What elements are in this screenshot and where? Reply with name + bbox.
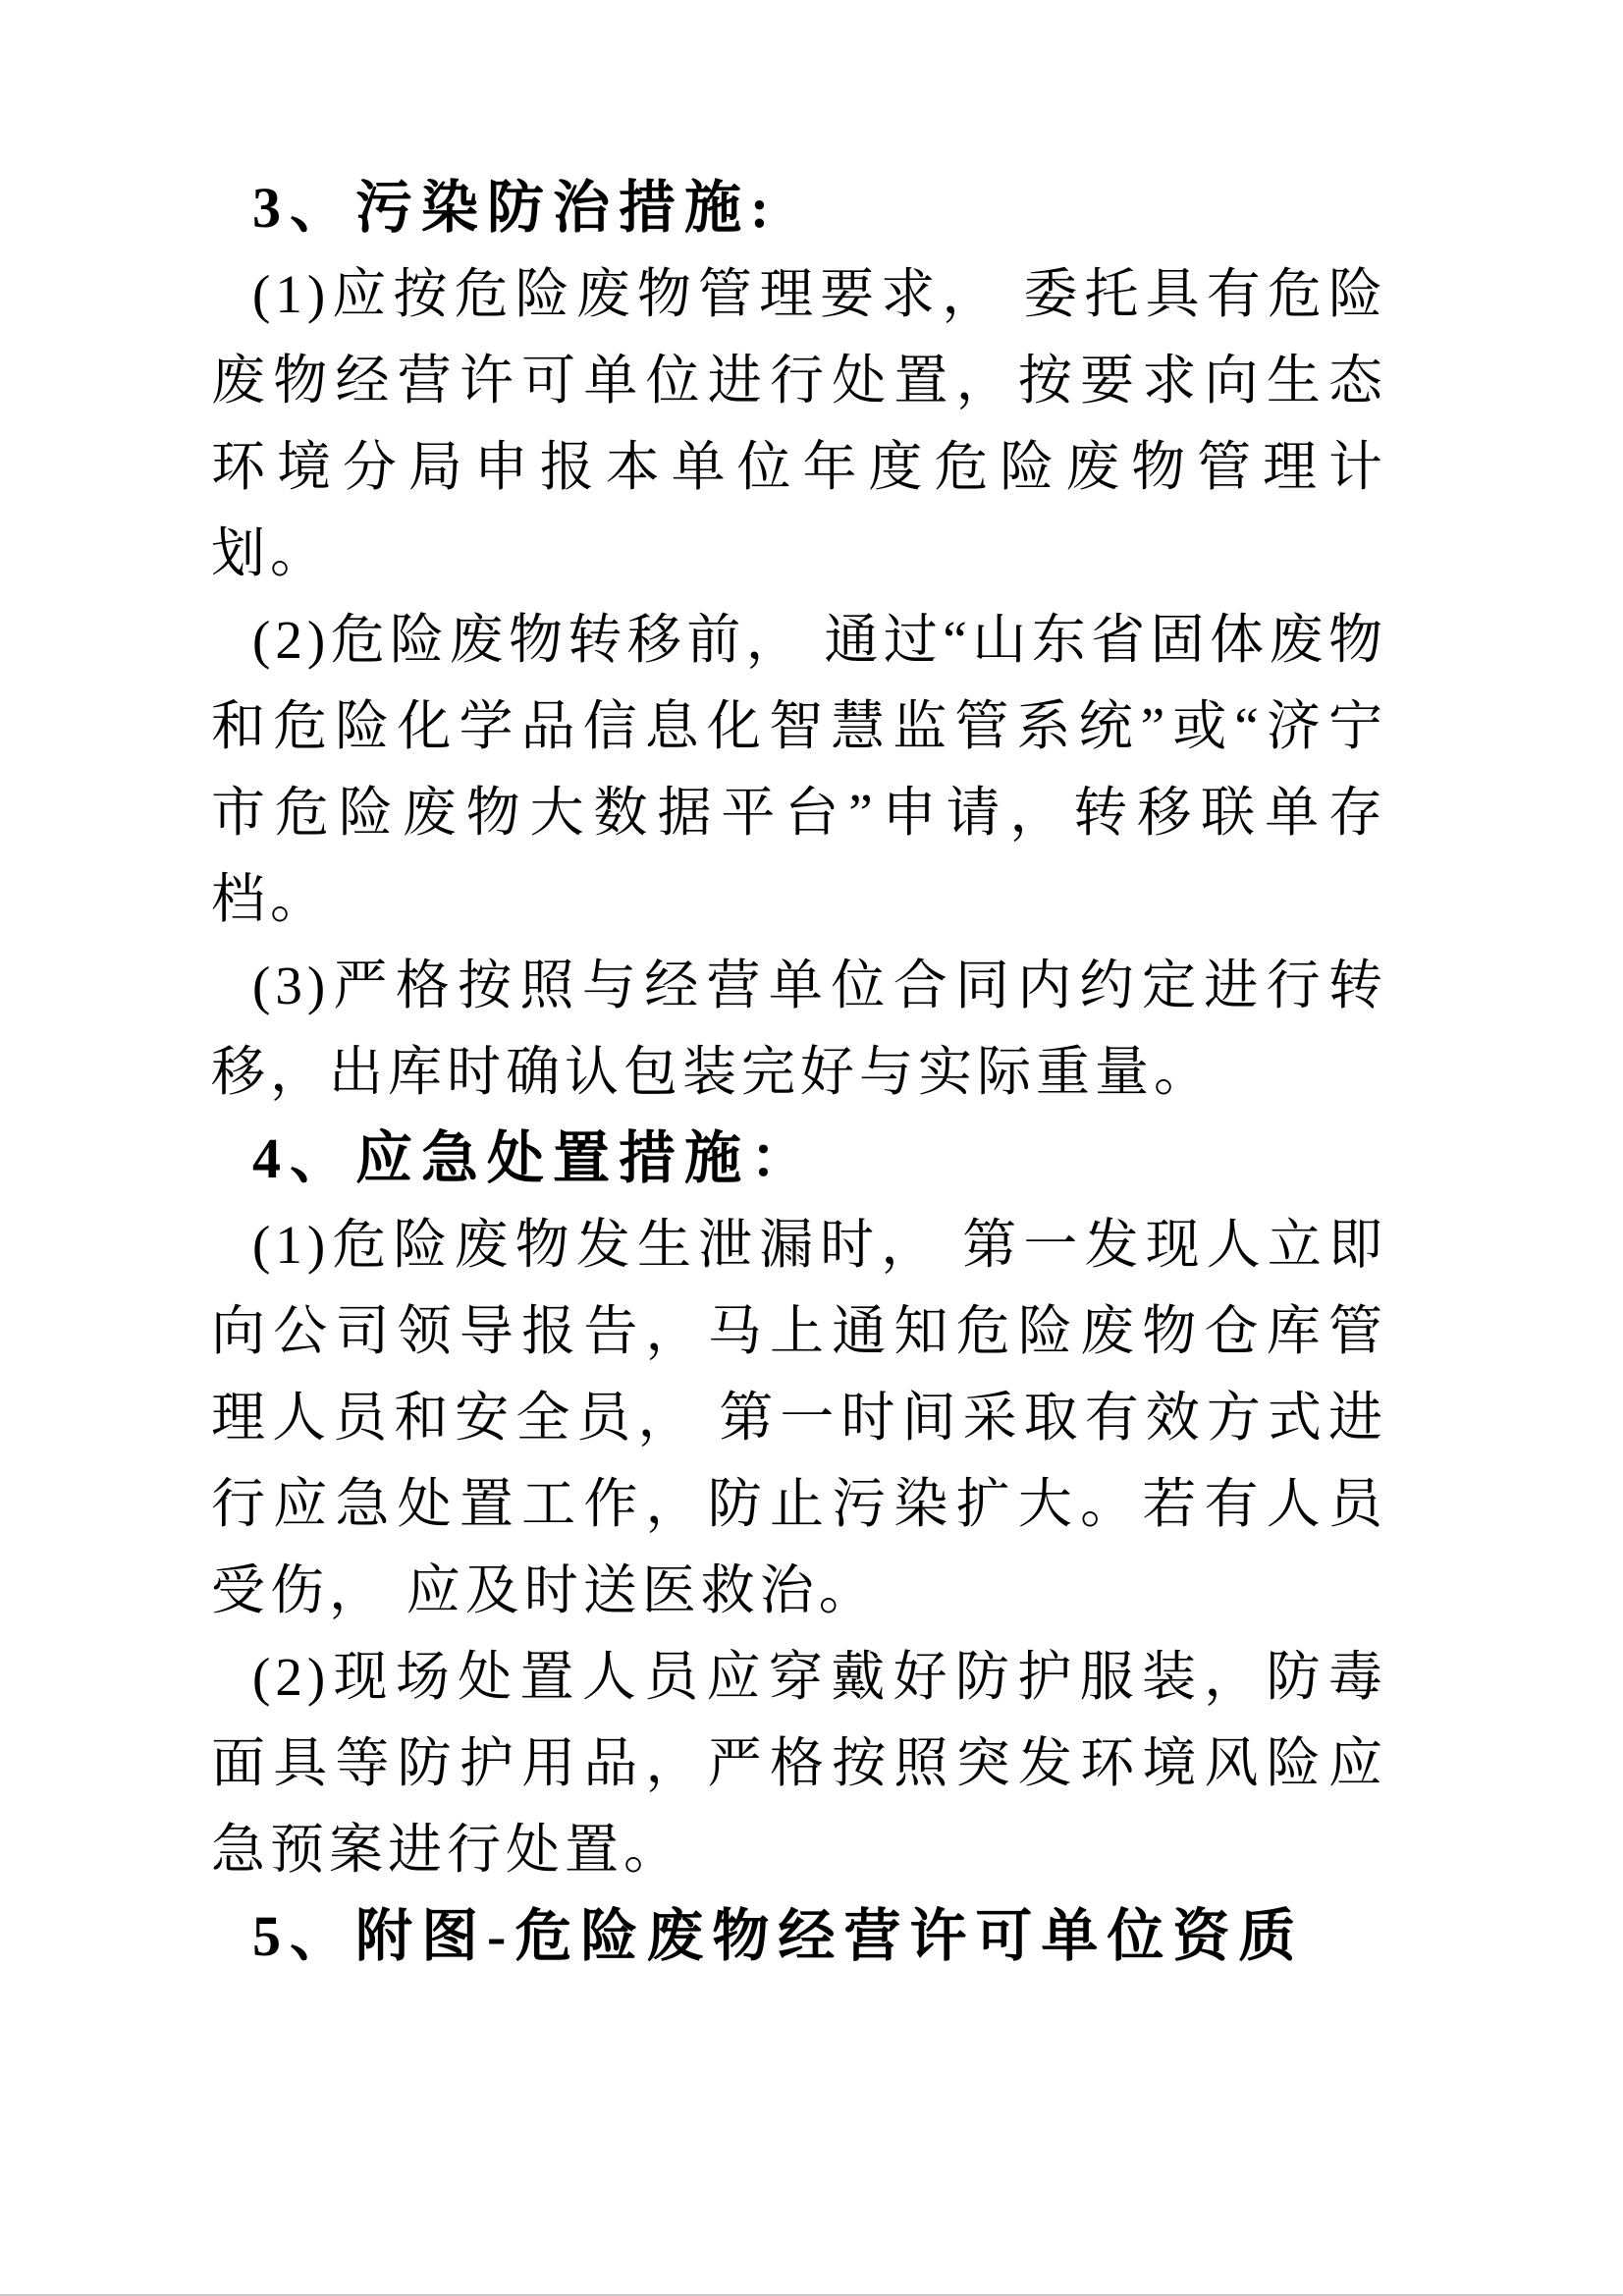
- section-3-heading: 3、污染防治措施:: [252, 176, 779, 240]
- section-3-paragraph-3: (3)严格按照与经营单位合同内约定进行转移，出库时确认包装完好与实际重量。: [211, 956, 1387, 1102]
- document-content: [211, 165, 1387, 1980]
- section-3-paragraph-2: (2)危险废物转移前， 通过“山东省固体废物和危险化学品信息化智慧监管系统”或“济宁市危险废物大数据平台”申请，转移联单存档。: [211, 610, 1387, 929]
- section-3-paragraph-1: (1)应按危险废物管理要求， 委托具有危险废物经营许可单位进行处置，按要求向生态环境分局申报本单位年度危险废物管理计划。: [211, 264, 1387, 583]
- section-4-heading: 4、应急处置措施：: [252, 1126, 817, 1190]
- section-4-paragraph-2: (2)现场处置人员应穿戴好防护服装，防毒面具等防护用品，严格按照突发环境风险应急预案进行处置。: [211, 1647, 1387, 1880]
- section-4-paragraph-1: (1)危险废物发生泄漏时， 第一发现人立即向公司领导报告，马上通知危险废物仓库管理人员和安全员， 第一时间采取有效方式进行应急处置工作，防止污染扩大。若有人员受伤， 应及时送医救治。: [211, 1215, 1387, 1620]
- section-5-heading: 5、附图-危险废物经营许可单位资质: [252, 1904, 1305, 1968]
